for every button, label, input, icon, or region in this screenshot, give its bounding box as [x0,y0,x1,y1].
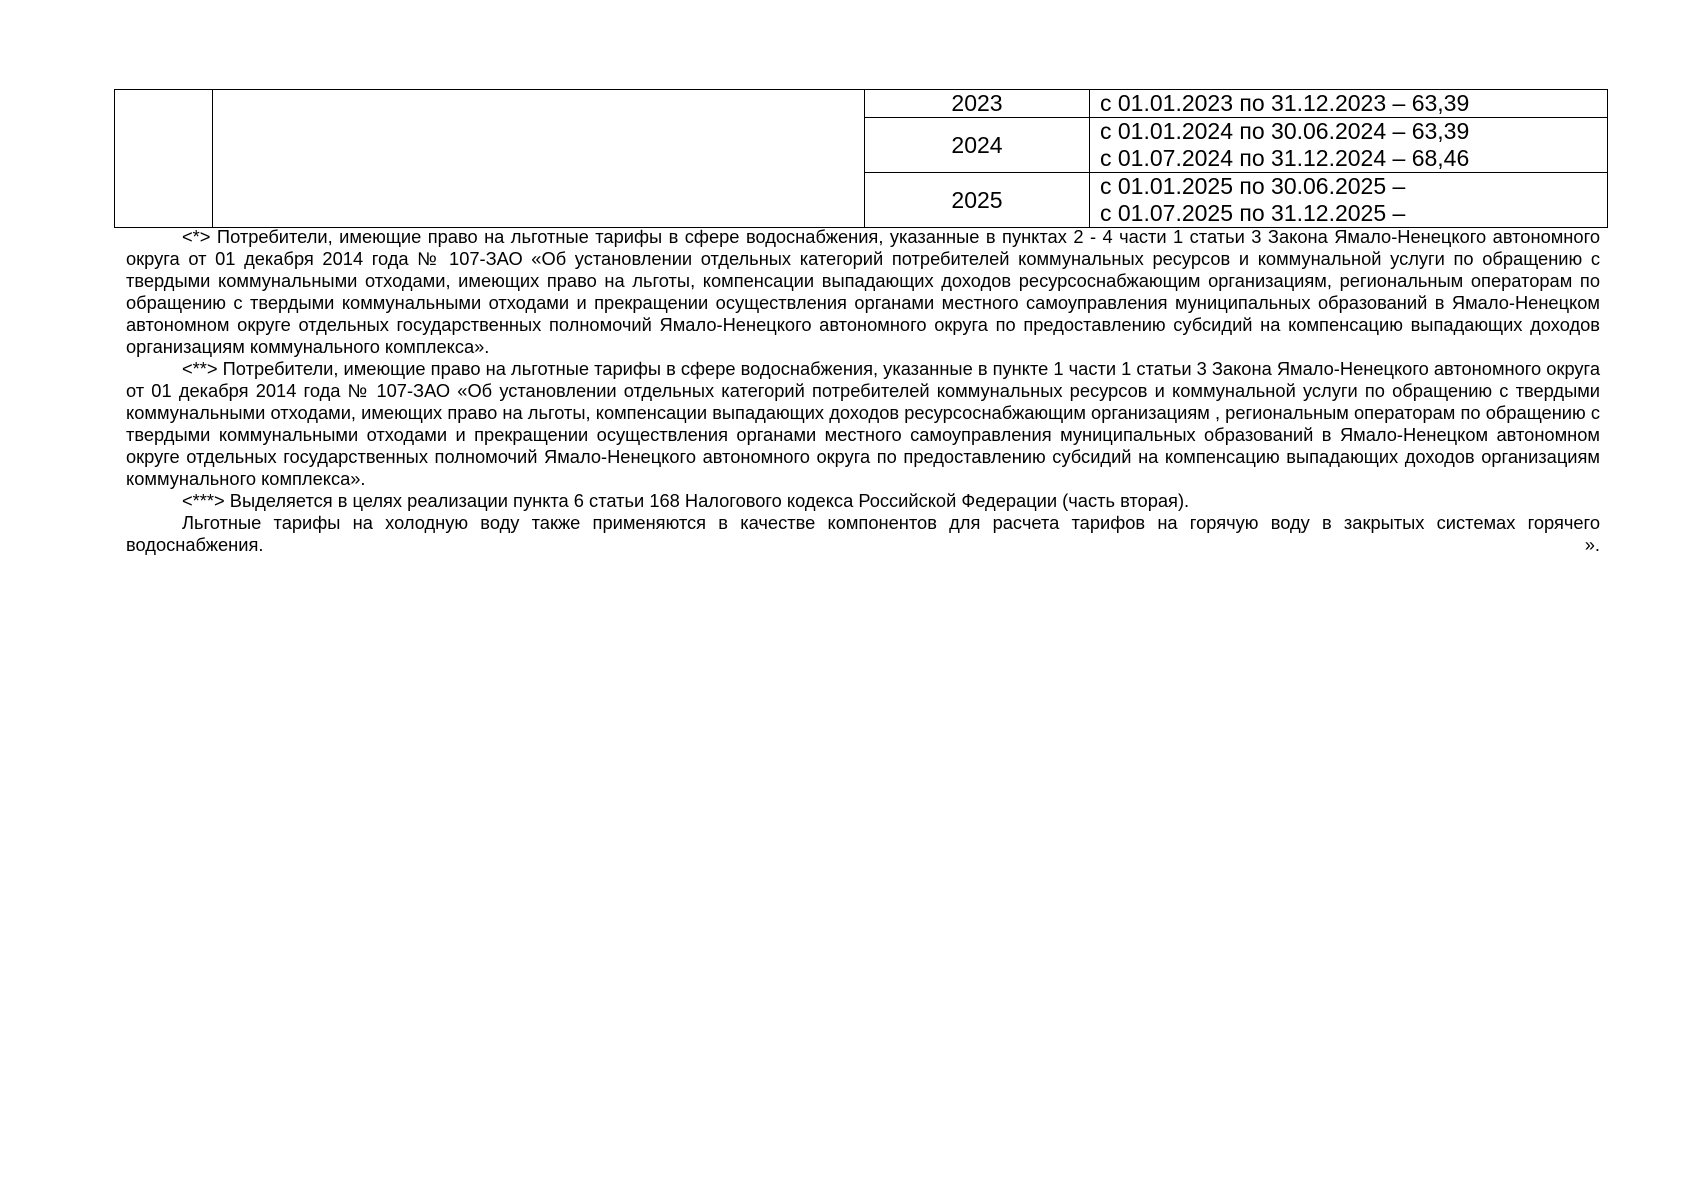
footnote-triple-star: <***> Выделяется в целях реализации пункта 6 статьи 168 Налогового кодекса Российской Федерации (часть вторая). [182,490,1190,511]
tariff-period-value: с 01.07.2024 по 31.12.2024 – 68,46 [1100,145,1470,171]
number-cell [115,90,213,228]
tariff-value-cell [1090,118,1608,173]
tariff-value-cell [1090,90,1608,118]
footnote-single-star: <*> Потребители, имеющие право на льготные тарифы в сфере водоснабжения, указанные в пунктах 2 - 4 части 1 статьи 3 Закона Ямало-Ненецкого автономного округа от 01 декабря 2014 года № 107-ЗАО «Об установлении отдельных категорий потребителей коммунальных ресурсов и коммунальной услуги по обращению с твердыми коммунальными отходами, имеющих право на льготы, компенсации выпадающих доходов ресурсоснабжающим организациям, региональным операторам по обращению с твердыми коммунальными отходами и прекращении осуществления органами местного самоуправления муниципальных образований в Ямало-Ненецком автономном округе отдельных государственных полномочий Ямало-Ненецкого автономного округа по предоставлению субсидий на компенсацию выпадающих доходов организациям коммунального комплекса». [126,226,1600,357]
closing-paragraph: Льготные тарифы на холодную воду также применяются в качестве компонентов для расчета тарифов на горячую воду в закрытых системах горячего водоснабжения. ». [126,512,1600,555]
footnotes [126,226,1600,556]
table-row [115,90,1608,118]
tariff-value-cell [1090,173,1608,228]
tariff-period-value: с 01.01.2025 по 30.06.2025 – [1100,173,1406,199]
tariff-period-value: с 01.01.2023 по 31.12.2023 – 63,39 [1100,90,1470,116]
tariff-period-value: с 01.01.2024 по 30.06.2024 – 63,39 [1100,118,1470,144]
tariff-table [114,89,1608,228]
year-cell: 2025 [865,173,1090,228]
tariff-period-value: с 01.07.2025 по 31.12.2025 – [1100,200,1406,226]
year-cell: 2024 [865,118,1090,173]
name-cell [213,90,865,228]
year-cell: 2023 [865,90,1090,118]
footnote-double-star: <**> Потребители, имеющие право на льготные тарифы в сфере водоснабжения, указанные в пункте 1 части 1 статьи 3 Закона Ямало-Ненецкого автономного округа от 01 декабря 2014 года № 107-ЗАО «Об установлении отдельных категорий потребителей коммунальных ресурсов и коммунальной услуги по обращению с твердыми коммунальными отходами, имеющих право на льготы, компенсации выпадающих доходов ресурсоснабжающим организациям , региональным операторам по обращению с твердыми коммунальными отходами и прекращении осуществления органами местного самоуправления муниципальных образований в Ямало-Ненецком автономном округе отдельных государственных полномочий Ямало-Ненецкого автономного округа по предоставлению субсидий на компенсацию выпадающих доходов организациям коммунального комплекса». [126,358,1600,489]
